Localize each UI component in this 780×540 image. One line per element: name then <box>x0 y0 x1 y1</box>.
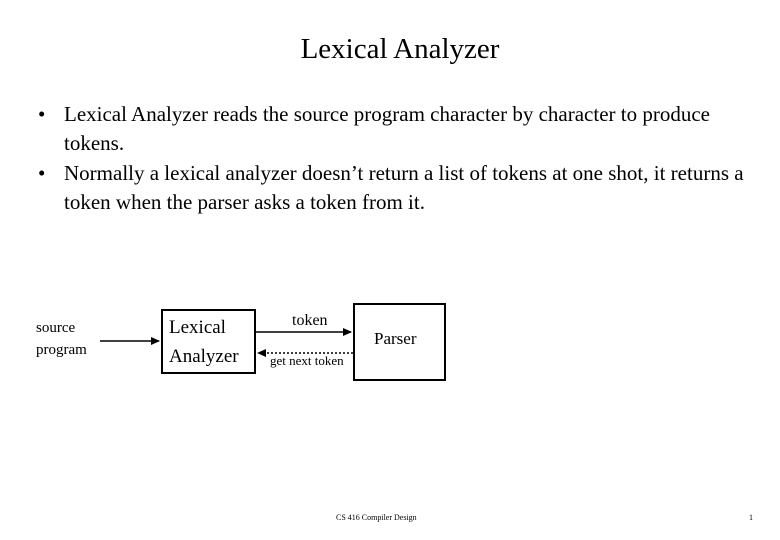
slide-title: Lexical Analyzer <box>300 33 500 65</box>
page-number: 1 <box>749 513 753 522</box>
next-token-label: get next token <box>270 353 344 368</box>
source-label-line1: source <box>36 320 76 336</box>
bullet-text: reads the source program character by character to produce tokens. <box>64 102 710 155</box>
bullet-marker: • <box>38 161 46 185</box>
token-label: token <box>292 312 328 329</box>
lexer-label-line1: Lexical <box>169 317 226 338</box>
bullet-text: Normally a lexical analyzer doesn’t return a list of tokens at one shot, it returns a token when the parser asks a token from it. <box>64 161 744 214</box>
parser-label: Parser <box>374 329 417 348</box>
source-program-label <box>36 317 87 361</box>
lexer-label-line2: Analyzer <box>169 346 239 367</box>
footer-course: CS 416 Compiler Design <box>336 513 417 522</box>
bullet-bold-text: Lexical Analyzer <box>64 102 209 126</box>
bullet-marker: • <box>38 102 46 126</box>
source-label-line2: program <box>36 342 87 358</box>
lexical-analyzer-label <box>169 313 239 371</box>
